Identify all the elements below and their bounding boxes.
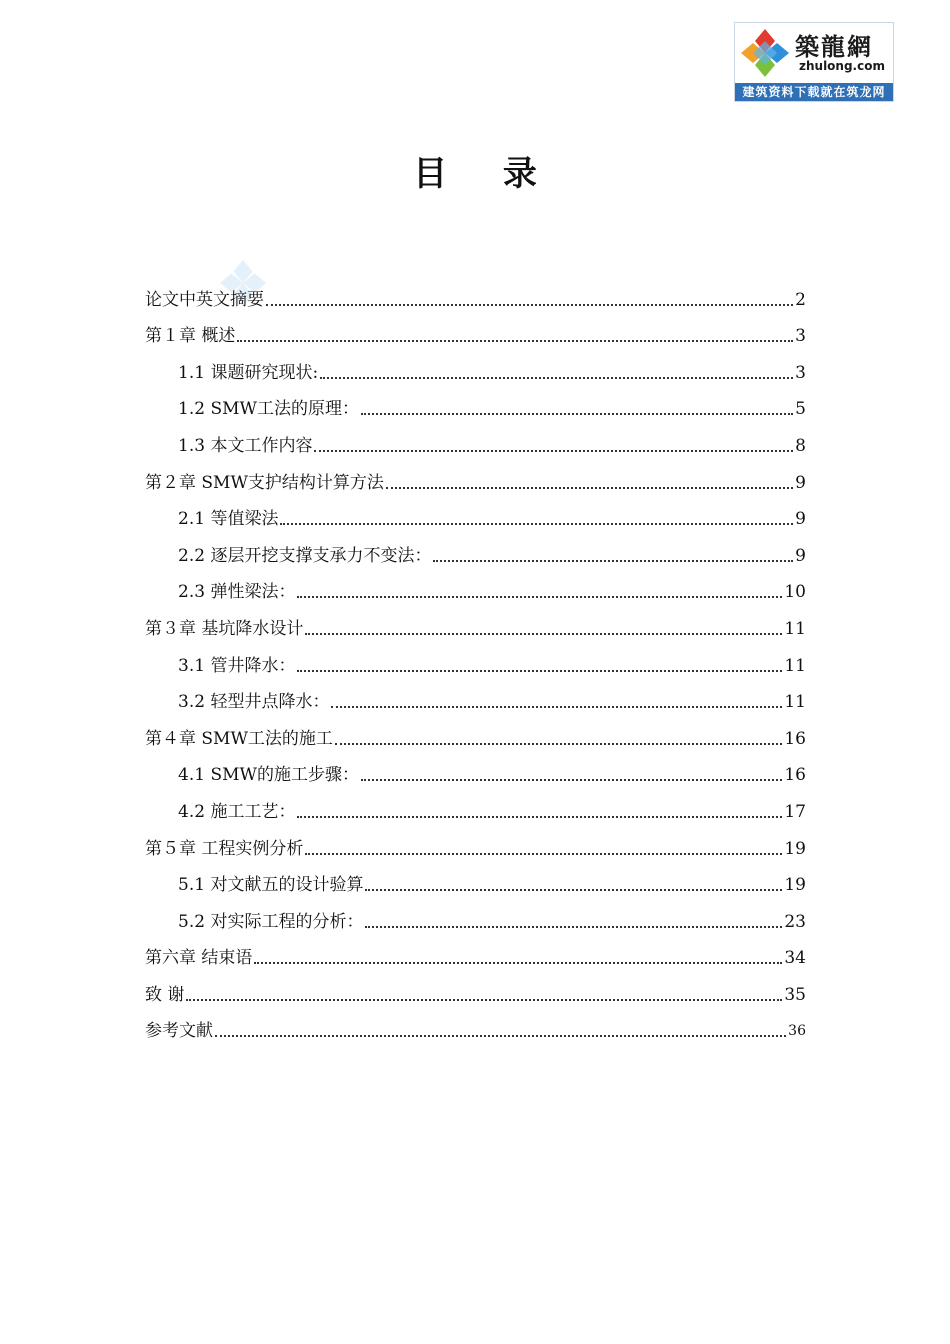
toc-entry-page: 3 (795, 362, 806, 383)
toc-entry-label: 1.2 SMW工法的原理： (178, 399, 359, 420)
toc-entry-label: 第六章 结束语 (145, 948, 253, 969)
toc-leader-dots (386, 487, 793, 489)
toc-entry-page: 11 (784, 618, 806, 639)
toc-leader-dots (280, 523, 793, 525)
toc-entry-page: 36 (788, 1023, 806, 1040)
toc-entry[interactable] (145, 603, 806, 640)
toc-leader-dots (433, 560, 793, 562)
toc-entry-page: 10 (784, 582, 806, 603)
toc-leader-dots (186, 999, 782, 1001)
toc-entry-page: 9 (795, 545, 806, 566)
toc-leader-dots (361, 779, 782, 781)
toc-entry-label: 第２章 SMW支护结构计算方法 (145, 472, 384, 493)
toc-entry-page: 23 (784, 911, 806, 932)
toc-entry[interactable] (145, 1006, 806, 1043)
toc-leader-dots (320, 377, 793, 379)
toc-entry-label: 第４章 SMW工法的施工 (145, 728, 333, 749)
toc-leader-dots (254, 962, 782, 964)
toc-entry-page: 11 (784, 655, 806, 676)
toc-entry-page: 9 (795, 509, 806, 530)
toc-entry[interactable] (145, 786, 806, 823)
toc-entry-page: 17 (784, 801, 806, 822)
toc-entry[interactable] (145, 640, 806, 677)
zhulong-logo-icon (739, 27, 791, 79)
toc-entry[interactable] (145, 969, 806, 1006)
toc-leader-dots (237, 340, 793, 342)
toc-entry-page: 5 (795, 399, 806, 420)
toc-entry[interactable] (145, 347, 806, 384)
toc-entry-page: 16 (784, 728, 806, 749)
toc-entry-label: 1.3 本文工作内容 (178, 435, 313, 456)
logo-tagline: 建筑资料下载就在筑龙网 (735, 83, 893, 101)
logo-brand-en: zhulong.com (799, 59, 885, 73)
toc-leader-dots (305, 853, 782, 855)
toc-entry[interactable] (145, 823, 806, 860)
toc-entry-page: 34 (784, 948, 806, 969)
toc-entry-label: 4.2 施工工艺： (178, 801, 296, 822)
page-title: 目 录 (413, 154, 559, 194)
toc-entry[interactable] (145, 420, 806, 457)
toc-entry-page: 2 (795, 289, 806, 310)
toc-entry-page: 35 (784, 984, 806, 1005)
toc-entry-page: 16 (784, 765, 806, 786)
toc-leader-dots (266, 304, 793, 306)
toc-entry[interactable] (145, 530, 806, 567)
toc-entry[interactable] (145, 713, 806, 750)
toc-leader-dots (365, 889, 782, 891)
table-of-contents (145, 274, 806, 1042)
toc-entry[interactable] (145, 567, 806, 604)
toc-entry[interactable] (145, 457, 806, 494)
toc-entry-label: 论文中英文摘要 (145, 289, 264, 310)
toc-entry[interactable] (145, 384, 806, 421)
toc-entry-label: 5.1 对文献五的设计验算 (178, 875, 364, 896)
toc-entry[interactable] (145, 750, 806, 787)
toc-entry-page: 19 (784, 875, 806, 896)
toc-leader-dots (331, 706, 782, 708)
toc-entry-label: 1.1 课题研究现状: (178, 362, 319, 383)
toc-entry[interactable] (145, 677, 806, 714)
toc-entry-page: 9 (795, 472, 806, 493)
toc-leader-dots (335, 743, 782, 745)
toc-leader-dots (297, 816, 782, 818)
toc-entry[interactable] (145, 933, 806, 970)
toc-entry-label: 4.1 SMW的施工步骤： (178, 765, 359, 786)
toc-entry-label: 3.1 管井降水： (178, 655, 296, 676)
toc-entry-label: 参考文献 (145, 1021, 213, 1042)
zhulong-logo (734, 22, 894, 102)
toc-leader-dots (297, 670, 782, 672)
toc-entry[interactable] (145, 311, 806, 348)
toc-entry-page: 11 (784, 692, 806, 713)
toc-entry-label: 2.3 弹性梁法： (178, 582, 296, 603)
toc-entry[interactable] (145, 494, 806, 531)
toc-entry[interactable] (145, 860, 806, 897)
toc-entry-label: 第３章 基坑降水设计 (145, 618, 304, 639)
toc-entry-page: 8 (795, 435, 806, 456)
toc-leader-dots (297, 596, 782, 598)
toc-leader-dots (215, 1035, 786, 1037)
toc-entry-label: 3.2 轻型井点降水： (178, 692, 330, 713)
toc-leader-dots (361, 413, 793, 415)
toc-entry-label: 第１章 概述 (145, 326, 236, 347)
toc-entry-page: 19 (784, 838, 806, 859)
toc-entry-label: 5.2 对实际工程的分析： (178, 911, 364, 932)
toc-entry-page: 3 (795, 326, 806, 347)
toc-leader-dots (305, 633, 782, 635)
toc-entry-label: 第５章 工程实例分析 (145, 838, 304, 859)
toc-entry-label: 致 谢 (145, 984, 185, 1005)
toc-leader-dots (314, 450, 793, 452)
logo-brand-cn: 築龍網 (795, 33, 873, 61)
toc-entry[interactable] (145, 896, 806, 933)
toc-leader-dots (365, 926, 782, 928)
toc-entry-label: 2.1 等值梁法 (178, 509, 279, 530)
toc-entry[interactable] (145, 274, 806, 311)
toc-entry-label: 2.2 逐层开挖支撑支承力不变法： (178, 545, 432, 566)
